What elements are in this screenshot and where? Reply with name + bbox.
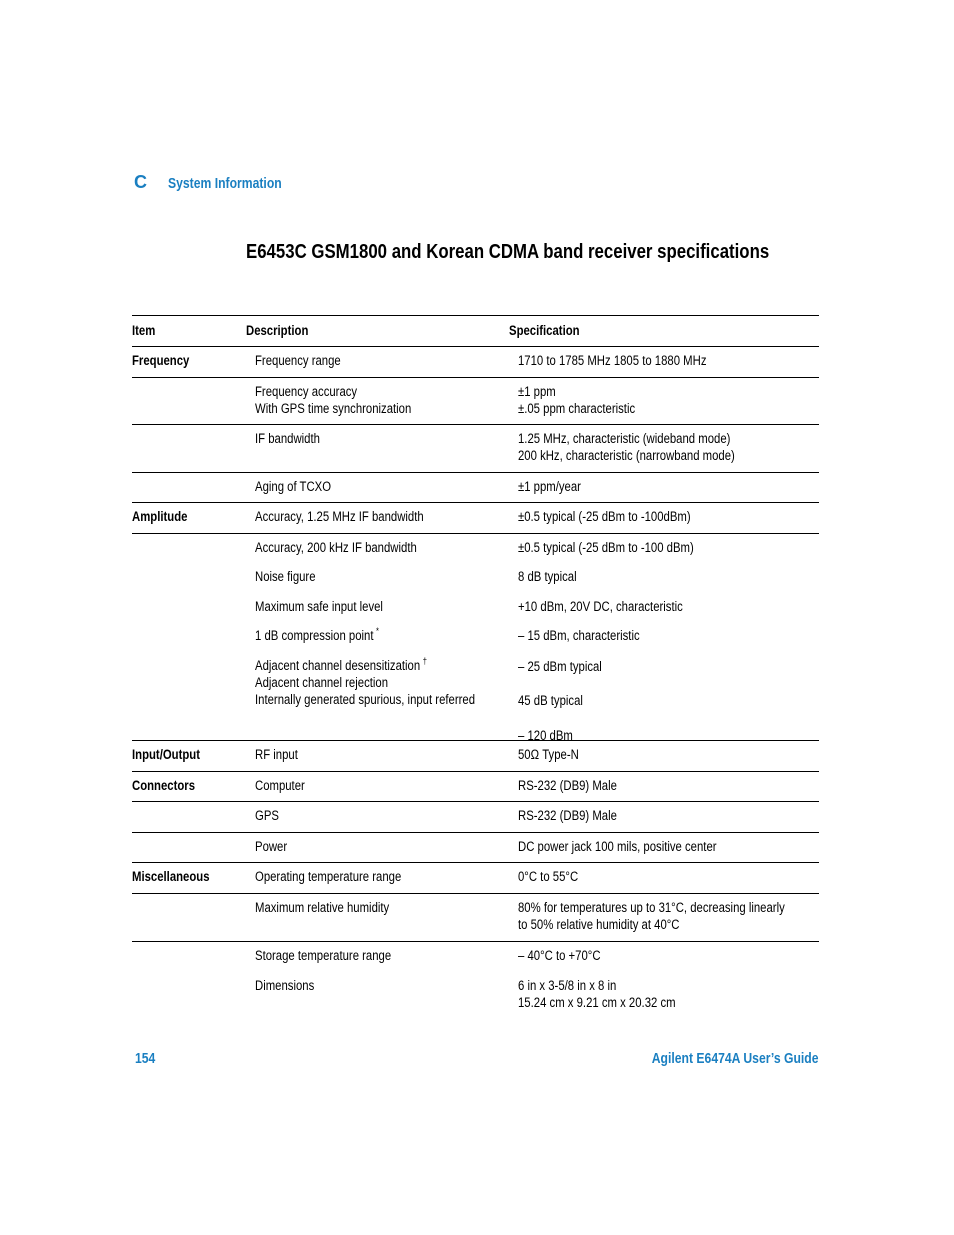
row-description: IF bandwidth xyxy=(255,431,320,446)
table-row xyxy=(132,740,819,771)
row-specification: 45 dB typical xyxy=(518,693,583,708)
row-description: With GPS time synchronization xyxy=(255,401,412,416)
row-specification: 1.25 MHz, characteristic (wideband mode) xyxy=(518,431,731,446)
row-specification: ±0.5 typical (-25 dBm to -100 dBm) xyxy=(518,540,694,555)
table-row xyxy=(132,862,819,893)
row-specification: 80% for temperatures up to 31°C, decreasing linearly xyxy=(518,900,785,915)
row-description: Noise figure xyxy=(255,569,316,584)
row-description: Aging of TCXO xyxy=(255,479,332,494)
table-row xyxy=(132,533,819,563)
row-specification: DC power jack 100 mils, positive center xyxy=(518,839,717,854)
table-body xyxy=(132,346,819,1022)
page-title: E6453C GSM1800 and Korean CDMA band receiver specifications xyxy=(246,241,770,263)
row-specification: 200 kHz, characteristic (narrowband mode) xyxy=(518,448,735,463)
table-header-row xyxy=(132,315,819,346)
table-row xyxy=(132,801,819,832)
row-specification: – 40°C to +70°C xyxy=(518,948,601,963)
row-description: RF input xyxy=(255,747,298,762)
row-item-label: Frequency xyxy=(132,353,190,368)
table-row xyxy=(132,771,819,801)
row-specification: ±.05 ppm characteristic xyxy=(518,401,636,416)
row-description: Storage temperature range xyxy=(255,948,392,963)
row-item-label: Input/Output xyxy=(132,747,201,762)
row-specification: – 120 dBm xyxy=(518,728,573,743)
row-specification: 8 dB typical xyxy=(518,569,577,584)
page-number: 154 xyxy=(135,1051,156,1067)
row-specification: 6 in x 3-5/8 in x 8 in xyxy=(518,978,617,993)
table-row xyxy=(132,622,819,652)
row-description: Operating temperature range xyxy=(255,869,402,884)
table-row xyxy=(132,346,819,377)
table-row xyxy=(132,502,819,533)
row-description: Maximum relative humidity xyxy=(255,900,390,915)
table-row xyxy=(132,941,819,972)
row-description: Internally generated spurious, input referred xyxy=(255,692,476,707)
table-row xyxy=(132,832,819,862)
row-description: Frequency accuracy xyxy=(255,384,358,399)
row-description: Computer xyxy=(255,778,305,793)
table-row xyxy=(132,972,819,1022)
column-header-description: Description xyxy=(246,323,309,338)
column-header-item: Item xyxy=(132,323,156,338)
footnote-marker: * xyxy=(376,626,379,636)
table-row xyxy=(132,893,819,941)
row-item-label: Connectors xyxy=(132,778,196,793)
table-row xyxy=(132,377,819,424)
row-specification: RS-232 (DB9) Male xyxy=(518,808,617,823)
row-specification: to 50% relative humidity at 40°C xyxy=(518,917,680,932)
guide-title: Agilent E6474A User’s Guide xyxy=(652,1051,819,1067)
row-specification: 1710 to 1785 MHz 1805 to 1880 MHz xyxy=(518,353,707,368)
spec-table xyxy=(132,315,819,1022)
row-item-label: Amplitude xyxy=(132,509,188,524)
table-row xyxy=(132,652,819,743)
row-specification: 0°C to 55°C xyxy=(518,869,579,884)
row-description: Adjacent channel rejection xyxy=(255,675,389,690)
row-specification: 50Ω Type-N xyxy=(518,747,579,762)
row-description: Dimensions xyxy=(255,978,315,993)
table-row xyxy=(132,593,819,622)
row-description: Power xyxy=(255,839,288,854)
row-description: Accuracy, 200 kHz IF bandwidth xyxy=(255,540,417,555)
row-description: Maximum safe input level xyxy=(255,599,383,614)
table-row xyxy=(132,424,819,472)
column-header-specification: Specification xyxy=(509,323,580,338)
row-specification: +10 dBm, 20V DC, characteristic xyxy=(518,599,683,614)
row-description: 1 dB compression point * xyxy=(255,626,379,643)
chapter-letter: C xyxy=(134,172,147,192)
row-description: Adjacent channel desensitization † xyxy=(255,656,427,673)
row-description: GPS xyxy=(255,808,279,823)
table-row xyxy=(132,563,819,593)
row-specification: 15.24 cm x 9.21 cm x 20.32 cm xyxy=(518,995,676,1010)
section-title: System Information xyxy=(168,176,282,192)
footnote-marker: † xyxy=(422,656,427,666)
row-specification: – 15 dBm, characteristic xyxy=(518,628,640,643)
row-specification: ±1 ppm/year xyxy=(518,479,581,494)
row-specification: RS-232 (DB9) Male xyxy=(518,778,617,793)
row-specification: ±0.5 typical (-25 dBm to -100dBm) xyxy=(518,509,691,524)
row-description: Accuracy, 1.25 MHz IF bandwidth xyxy=(255,509,424,524)
row-specification: ±1 ppm xyxy=(518,384,556,399)
row-item-label: Miscellaneous xyxy=(132,869,210,884)
row-specification: – 25 dBm typical xyxy=(518,659,602,674)
table-row xyxy=(132,472,819,502)
row-description: Frequency range xyxy=(255,353,341,368)
